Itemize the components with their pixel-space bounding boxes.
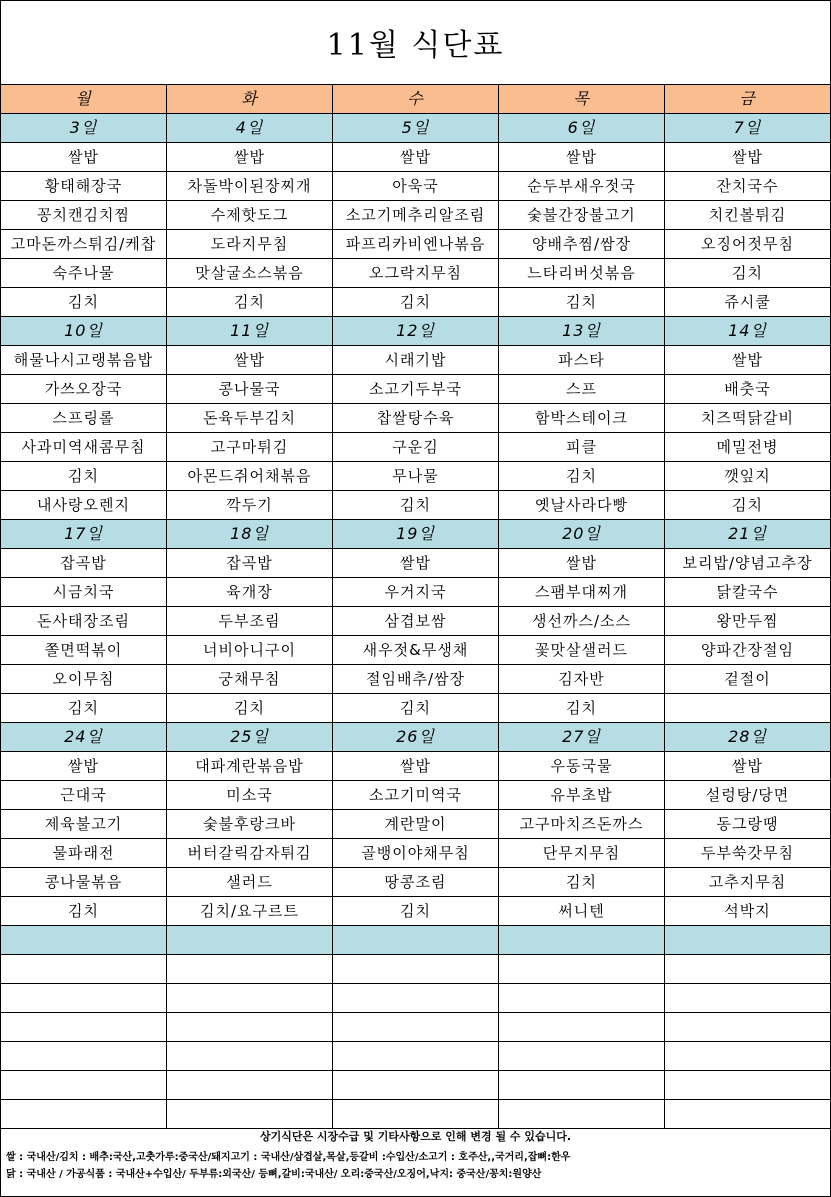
menu-item: 유부초밥 [499, 781, 665, 810]
menu-item: 시래기밥 [333, 346, 499, 375]
menu-row [1, 781, 831, 810]
menu-item: 생선까스/소스 [499, 607, 665, 636]
menu-item: 버터갈릭감자튀김 [167, 839, 333, 868]
menu-item [665, 694, 831, 723]
menu-item: 제육불고기 [1, 810, 167, 839]
menu-item: 아욱국 [333, 172, 499, 201]
date-cell: 13일 [499, 317, 665, 346]
menu-item: 보리밥/양념고추장 [665, 549, 831, 578]
date-cell: 12일 [333, 317, 499, 346]
menu-item: 배춧국 [665, 375, 831, 404]
empty-cell [333, 1071, 499, 1100]
menu-row [1, 433, 831, 462]
menu-item: 아몬드쥐어채볶음 [167, 462, 333, 491]
menu-item: 쌀밥 [499, 143, 665, 172]
menu-item: 꽃맛살샐러드 [499, 636, 665, 665]
date-row [1, 723, 831, 752]
menu-item: 김치 [499, 694, 665, 723]
date-cell: 21일 [665, 520, 831, 549]
day-header: 화 [167, 85, 333, 114]
empty-cell [665, 926, 831, 955]
menu-row [1, 665, 831, 694]
menu-item: 단무지무침 [499, 839, 665, 868]
empty-cell [665, 1013, 831, 1042]
menu-item: 깻잎지 [665, 462, 831, 491]
menu-item: 사과미역새콤무침 [1, 433, 167, 462]
empty-cell [333, 1013, 499, 1042]
empty-cell [167, 1071, 333, 1100]
menu-item: 가쓰오장국 [1, 375, 167, 404]
menu-item: 찹쌀탕수육 [333, 404, 499, 433]
menu-item: 김치 [499, 462, 665, 491]
empty-cell [499, 984, 665, 1013]
empty-row [1, 1042, 831, 1071]
empty-row [1, 1013, 831, 1042]
menu-item: 김치 [167, 694, 333, 723]
menu-item: 시금치국 [1, 578, 167, 607]
menu-item: 쌀밥 [167, 346, 333, 375]
empty-cell [1, 926, 167, 955]
menu-item: 치즈떡닭갈비 [665, 404, 831, 433]
empty-cell [665, 1071, 831, 1100]
menu-row [1, 462, 831, 491]
menu-row [1, 578, 831, 607]
menu-item: 삼겹보쌈 [333, 607, 499, 636]
menu-item: 우거지국 [333, 578, 499, 607]
date-cell: 5일 [333, 114, 499, 143]
empty-cell [499, 1071, 665, 1100]
menu-row [1, 868, 831, 897]
menu-item: 오이무침 [1, 665, 167, 694]
date-cell: 14일 [665, 317, 831, 346]
menu-item: 미소국 [167, 781, 333, 810]
menu-item: 땅콩조림 [333, 868, 499, 897]
menu-item: 대파계란볶음밥 [167, 752, 333, 781]
empty-cell [333, 926, 499, 955]
page-title: 11월 식단표 [326, 28, 505, 63]
menu-item: 양파간장절임 [665, 636, 831, 665]
menu-item: 쌀밥 [1, 143, 167, 172]
menu-item: 쌀밥 [333, 143, 499, 172]
menu-item: 느타리버섯볶음 [499, 259, 665, 288]
day-header: 목 [499, 85, 665, 114]
menu-item: 돈육두부김치 [167, 404, 333, 433]
menu-row [1, 839, 831, 868]
date-cell: 7일 [665, 114, 831, 143]
empty-cell [333, 1042, 499, 1071]
menu-item: 골뱅이야채무침 [333, 839, 499, 868]
menu-row [1, 810, 831, 839]
menu-item: 겉절이 [665, 665, 831, 694]
menu-item: 잡곡밥 [1, 549, 167, 578]
menu-item: 고추지무침 [665, 868, 831, 897]
menu-item: 김치 [1, 288, 167, 317]
menu-item: 오그락지무침 [333, 259, 499, 288]
menu-item: 스프링롤 [1, 404, 167, 433]
menu-item: 김치 [1, 897, 167, 926]
date-cell: 18일 [167, 520, 333, 549]
menu-item: 해물나시고랭볶음밥 [1, 346, 167, 375]
menu-row [1, 549, 831, 578]
empty-cell [665, 955, 831, 984]
menu-item: 닭칼국수 [665, 578, 831, 607]
empty-cell [1, 1042, 167, 1071]
menu-row [1, 607, 831, 636]
menu-row [1, 752, 831, 781]
menu-item: 숯불간장불고기 [499, 201, 665, 230]
menu-item: 절임배추/쌈장 [333, 665, 499, 694]
date-cell: 17일 [1, 520, 167, 549]
menu-item: 옛날사라다빵 [499, 491, 665, 520]
menu-item: 고구마치즈돈까스 [499, 810, 665, 839]
menu-item: 쫄면떡볶이 [1, 636, 167, 665]
menu-row [1, 172, 831, 201]
date-cell: 11일 [167, 317, 333, 346]
menu-item: 두부쑥갓무침 [665, 839, 831, 868]
menu-row [1, 404, 831, 433]
empty-row [1, 984, 831, 1013]
menu-item: 피클 [499, 433, 665, 462]
date-cell: 20일 [499, 520, 665, 549]
empty-cell [499, 1042, 665, 1071]
empty-row [1, 955, 831, 984]
date-row [1, 520, 831, 549]
empty-cell [499, 926, 665, 955]
menu-item: 돈사태장조림 [1, 607, 167, 636]
menu-item: 잔치국수 [665, 172, 831, 201]
empty-cell [333, 984, 499, 1013]
origin-info-line-1: 쌀 : 국내산/김치 : 배추:국산,고춧가루:중국산/돼지고기 : 국내산/삼겹살,목살,등갈비 :수입산/소고기 : 호주산,,국거리,잡뼈:한우 [6, 1152, 571, 1163]
menu-item: 황태해장국 [1, 172, 167, 201]
menu-item: 두부조림 [167, 607, 333, 636]
menu-item: 물파래전 [1, 839, 167, 868]
menu-item: 소고기미역국 [333, 781, 499, 810]
day-header: 수 [333, 85, 499, 114]
menu-item: 수제핫도그 [167, 201, 333, 230]
menu-item: 근대국 [1, 781, 167, 810]
day-header: 월 [1, 85, 167, 114]
menu-item: 석박지 [665, 897, 831, 926]
menu-item: 쌀밥 [499, 549, 665, 578]
menu-item: 파스타 [499, 346, 665, 375]
date-cell: 24일 [1, 723, 167, 752]
menu-row [1, 230, 831, 259]
empty-cell [665, 984, 831, 1013]
menu-item: 김치 [333, 288, 499, 317]
menu-row [1, 259, 831, 288]
menu-item: 파프리카비엔나볶음 [333, 230, 499, 259]
menu-item: 쌀밥 [1, 752, 167, 781]
menu-item: 김치 [333, 491, 499, 520]
empty-cell [499, 1013, 665, 1042]
menu-item: 김치/요구르트 [167, 897, 333, 926]
menu-item: 설렁탕/당면 [665, 781, 831, 810]
blank-date-row [1, 926, 831, 955]
empty-cell [1, 1013, 167, 1042]
menu-item: 스프 [499, 375, 665, 404]
menu-row [1, 201, 831, 230]
menu-item: 김치 [333, 897, 499, 926]
empty-cell [1, 1071, 167, 1100]
menu-item: 양배추찜/쌈장 [499, 230, 665, 259]
menu-item: 쌀밥 [665, 752, 831, 781]
menu-row [1, 897, 831, 926]
date-cell: 26일 [333, 723, 499, 752]
menu-item: 김치 [665, 259, 831, 288]
date-cell: 28일 [665, 723, 831, 752]
menu-item: 구운김 [333, 433, 499, 462]
date-cell: 10일 [1, 317, 167, 346]
menu-item: 육개장 [167, 578, 333, 607]
notes-section [0, 1125, 831, 1183]
menu-item: 꽁치캔김치찜 [1, 201, 167, 230]
menu-item: 내사랑오렌지 [1, 491, 167, 520]
menu-item: 오징어젓무침 [665, 230, 831, 259]
empty-cell [499, 955, 665, 984]
empty-cell [167, 955, 333, 984]
menu-item: 잡곡밥 [167, 549, 333, 578]
menu-row [1, 694, 831, 723]
menu-item: 김치 [499, 868, 665, 897]
origin-info-line-2: 닭 : 국내산 / 가공식품 : 국내산+수입산/ 두부류:외국산/ 등뼈,갈비:국내산/ 오리:중국산/오징어,낙지: 중국산/꽁치:원양산 [6, 1169, 542, 1180]
empty-cell [333, 955, 499, 984]
date-row [1, 114, 831, 143]
menu-item: 쌀밥 [665, 143, 831, 172]
empty-cell [1, 955, 167, 984]
day-header: 금 [665, 85, 831, 114]
menu-item: 김치 [167, 288, 333, 317]
menu-item: 계란말이 [333, 810, 499, 839]
menu-item: 도라지무침 [167, 230, 333, 259]
menu-item: 함박스테이크 [499, 404, 665, 433]
menu-item: 스팸부대찌개 [499, 578, 665, 607]
menu-item: 고마돈까스튀김/케찹 [1, 230, 167, 259]
menu-row [1, 491, 831, 520]
menu-item: 동그랑땡 [665, 810, 831, 839]
empty-cell [167, 1013, 333, 1042]
menu-item: 숙주나물 [1, 259, 167, 288]
menu-item: 김치 [665, 491, 831, 520]
menu-item: 메밀전병 [665, 433, 831, 462]
menu-item: 소고기두부국 [333, 375, 499, 404]
menu-item: 순두부새우젓국 [499, 172, 665, 201]
empty-row [1, 1071, 831, 1100]
date-cell: 6일 [499, 114, 665, 143]
menu-item: 김치 [1, 694, 167, 723]
menu-item: 깍두기 [167, 491, 333, 520]
menu-item: 숯불후랑크바 [167, 810, 333, 839]
empty-cell [167, 926, 333, 955]
empty-cell [665, 1042, 831, 1071]
menu-item: 콩나물볶음 [1, 868, 167, 897]
menu-item: 콩나물국 [167, 375, 333, 404]
menu-item: 김치 [333, 694, 499, 723]
menu-table [0, 84, 831, 1129]
menu-item: 우동국물 [499, 752, 665, 781]
empty-cell [167, 984, 333, 1013]
menu-item: 김자반 [499, 665, 665, 694]
menu-item: 궁채무침 [167, 665, 333, 694]
notice-text: 상기식단은 시장수급 및 기타사항으로 인해 변경 될 수 있습니다. [259, 1130, 572, 1143]
date-cell: 19일 [333, 520, 499, 549]
menu-item: 쌀밥 [167, 143, 333, 172]
menu-item: 새우젓&무생채 [333, 636, 499, 665]
menu-item: 쌀밥 [333, 752, 499, 781]
empty-cell [1, 984, 167, 1013]
empty-cell [167, 1042, 333, 1071]
menu-item: 김치 [499, 288, 665, 317]
menu-row [1, 636, 831, 665]
menu-item: 왕만두찜 [665, 607, 831, 636]
date-cell: 4일 [167, 114, 333, 143]
menu-item: 맛살굴소스볶음 [167, 259, 333, 288]
date-cell: 25일 [167, 723, 333, 752]
menu-row [1, 288, 831, 317]
menu-item: 차돌박이된장찌개 [167, 172, 333, 201]
menu-item: 김치 [1, 462, 167, 491]
day-header-row [1, 85, 831, 114]
menu-item: 쌀밥 [333, 549, 499, 578]
menu-item: 써니텐 [499, 897, 665, 926]
date-cell: 27일 [499, 723, 665, 752]
menu-item: 너비아니구이 [167, 636, 333, 665]
menu-row [1, 143, 831, 172]
menu-item: 고구마튀김 [167, 433, 333, 462]
menu-item: 소고기메추리알조림 [333, 201, 499, 230]
menu-item: 쥬시쿨 [665, 288, 831, 317]
menu-item: 무나물 [333, 462, 499, 491]
date-row [1, 317, 831, 346]
date-cell: 3일 [1, 114, 167, 143]
menu-item: 샐러드 [167, 868, 333, 897]
menu-item: 쌀밥 [665, 346, 831, 375]
menu-row [1, 346, 831, 375]
menu-row [1, 375, 831, 404]
menu-item: 치킨볼튀김 [665, 201, 831, 230]
